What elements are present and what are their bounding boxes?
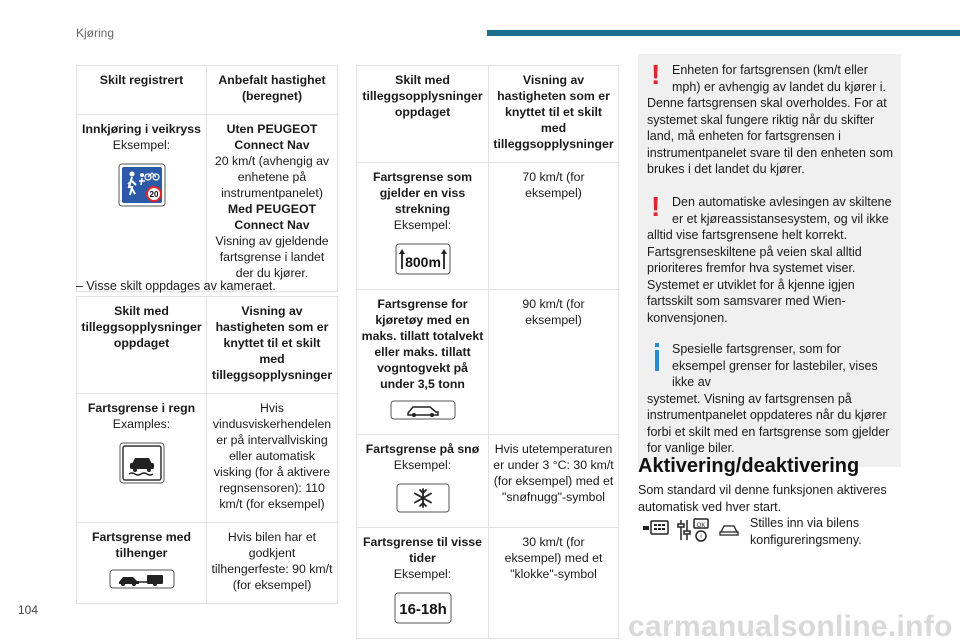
- row-example: Eksempel:: [393, 218, 452, 232]
- table-row: [357, 290, 619, 435]
- table-row: [357, 528, 619, 639]
- page-number: 104: [18, 603, 39, 617]
- row-heading-without-nav: Uten PEUGEOT Connect Nav: [226, 122, 318, 152]
- table3-col1-header: Skilt med tilleggsopplysninger oppdaget: [357, 66, 489, 163]
- row-example: Eksempel:: [112, 138, 171, 152]
- row-title: Fartsgrense i regn: [87, 401, 196, 415]
- info-note-special-limits: Spesielle fartsgrenser, som for eksempel grenser for lastebiler, vises ikke av systemet. Visning av fartsgrensen på instrumentpanelet oppdateres når du kjører forbi et skilt med en fartsgrense som gjelder for vanlige biler.: [638, 333, 901, 467]
- row-example: Eksempel:: [393, 567, 452, 581]
- row-title: Innkjøring i veikryss: [82, 122, 201, 136]
- watermark: carmanualsonline.info: [628, 610, 953, 640]
- table-row: [77, 115, 338, 292]
- snowflake-sign-icon: [396, 483, 450, 517]
- config-menu-icons: [642, 517, 740, 543]
- warning-exclamation-icon: !: [651, 59, 661, 90]
- rain-car-sign-icon: [119, 442, 165, 488]
- svg-text:OK: OK: [696, 523, 706, 529]
- warning-note-unit: ! Enheten for fartsgrensen (km/t eller mph) er avhengig av landet du kjører i. Denne fartsgrensen skal overholdes. For at systemet skal fungere riktig når du skifter land, må enheten for fartsgrensen i instrumentpanelet svare til den enheten som brukes i det landet du kjører.: [638, 54, 901, 188]
- section-header: Kjøring: [76, 26, 115, 40]
- row-example: Examples:: [112, 417, 171, 431]
- distance-sign-icon: [395, 243, 451, 279]
- table-row: [77, 523, 338, 604]
- car-weight-sign-icon: [390, 400, 456, 424]
- info-icon: [655, 343, 667, 373]
- additional-info-sign-table-left: [76, 296, 338, 604]
- row-title: Fartsgrense for kjøretøy med en maks. tillatt totalvekt eller maks. tillatt vogntogvekt på under 3,5 tonn: [361, 297, 484, 391]
- row-value: 70 km/t (for eksempel): [489, 163, 619, 290]
- distance-sign-label: 800m: [404, 254, 441, 270]
- row-value: Hvis utetemperaturen er under 3 °C: 30 km/t (for eksempel) med et "snøfnugg"-symbol: [489, 435, 619, 528]
- pedestrian-zone-sign-icon: [118, 163, 166, 211]
- row-value: 90 km/t (for eksempel): [489, 290, 619, 435]
- camera-note: – Visse skilt oppdages av kameraet.: [76, 279, 276, 293]
- table1-col1-header: Skilt registrert: [77, 66, 207, 115]
- table-row: [357, 435, 619, 528]
- section-title: Aktivering/deaktivering: [638, 455, 860, 477]
- warning-note-reading: ! Den automatiske avlesingen av skiltene er et kjøreassistansesystem, og vil ikke alltid vise fartsgrensene helt korrekt. Fartsgrenseskiltene på veien skal alltid prioriteres fremfor hva systemet viser. Systemet er utviklet for å kjenne igjen fartsskilt som samsvarer med Wien-konvensjonen.: [638, 186, 901, 336]
- settings-sliders-icon: [676, 517, 712, 543]
- warning-exclamation-icon: !: [651, 191, 661, 222]
- table2-col1-header: Skilt med tilleggsopplysninger oppdaget: [77, 297, 207, 394]
- note-text: Denne fartsgrensen skal overholdes. For at systemet skal fungere riktig når du skifter land, må enheten for fartsgrensen i instrumentpanelet svare til den enheten som brukes i det landet du kjører.: [647, 96, 893, 176]
- time-sign-label: 16-18h: [398, 601, 447, 618]
- row-text-with-nav: Visning av gjeldende fartsgrense i landet der du kjører.: [215, 234, 329, 280]
- row-title: Fartsgrense med tilhenger: [91, 530, 192, 560]
- row-text-without-nav: 20 km/t (avhengig av enhetene på instrumentpanelet): [214, 154, 330, 200]
- table3-col2-header: Visning av hastigheten som er knyttet til et skilt med tilleggsopplysninger: [489, 66, 619, 163]
- table-row: [357, 163, 619, 290]
- table-row: [77, 394, 338, 523]
- recognized-sign-table: [76, 65, 338, 292]
- time-period-sign-icon: [394, 592, 452, 628]
- row-title: Fartsgrense på snø: [365, 442, 480, 456]
- sign-speed-label: 20: [149, 190, 158, 199]
- table2-col2-header: Visning av hastigheten som er knyttet til et skilt med tilleggsopplysninger: [207, 297, 338, 394]
- car-icon: [718, 522, 740, 538]
- note-text: systemet. Visning av fartsgrensen på instrumentpanelet oppdateres når du kjører forbi et skilt med en fartsgrense som gjelder for vanlige biler.: [647, 391, 890, 455]
- row-value: 30 km/t (for eksempel) med et "klokke"-symbol: [489, 528, 619, 639]
- section-intro: Som standard vil denne funksjonen aktiveres automatisk ved hver start.: [638, 483, 887, 514]
- row-heading-with-nav: Med PEUGEOT Connect Nav: [227, 202, 317, 232]
- trailer-sign-icon: [109, 569, 175, 593]
- row-title: Fartsgrense til visse tider: [363, 535, 482, 565]
- row-value: Hvis bilen har et godkjent tilhengerfeste: 90 km/t (for eksempel): [207, 523, 338, 604]
- config-menu-text: Stilles inn via bilens konfigureringsmeny.: [750, 516, 862, 547]
- svg-text:i: i: [700, 534, 702, 540]
- row-title: Fartsgrense som gjelder en viss strekning: [372, 170, 473, 216]
- header-accent-bar: [487, 30, 960, 36]
- note-text: alltid vise fartsgrensene helt korrekt. Fartsgrenseskiltene på veien skal alltid prioriteres fremfor hva systemet viser. Systemet er utviklet for å kjenne igjen fartsskilt som samsvarer med Wien-konvensjonen.: [647, 228, 862, 325]
- table1-col2-header: Anbefalt hastighet (beregnet): [207, 66, 338, 115]
- additional-info-sign-table-right: [356, 65, 619, 639]
- row-value: Hvis vindusviskerhendelen er på intervallvisking eller automatisk visking (for å aktivere regnsensoren): 110 km/t (for eksempel): [207, 394, 338, 523]
- row-example: Eksempel:: [393, 458, 452, 472]
- touchscreen-menu-icon: [642, 519, 670, 541]
